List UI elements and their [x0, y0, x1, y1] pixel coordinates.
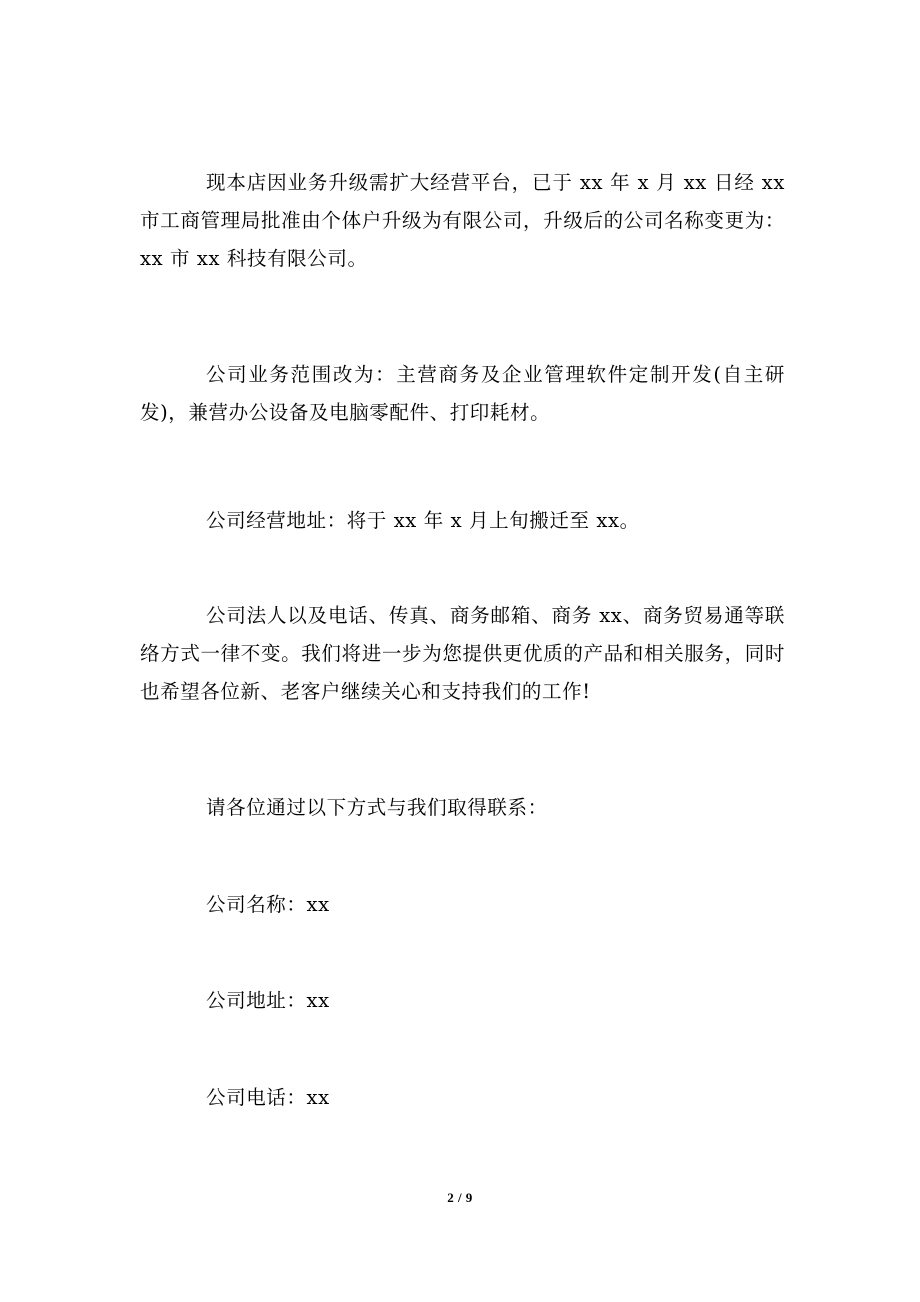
paragraph-upgrade-notice: 现本店因业务升级需扩大经营平台，已于 xx 年 x 月 xx 日经 xx 市工商管理局批准由个体户升级为有限公司，升级后的公司名称变更为：xx 市 xx 科技有限公司。 — [140, 171, 785, 270]
company-address-line: 公司地址：xx — [206, 989, 330, 1012]
company-name-line: 公司名称：xx — [206, 893, 330, 916]
paragraph-business-scope: 公司业务范围改为：主营商务及企业管理软件定制开发(自主研发)，兼营办公设备及电脑零配件、打印耗材。 — [140, 363, 785, 424]
paragraph-contact-unchanged: 公司法人以及电话、传真、商务邮箱、商务 xx、商务贸易通等联络方式一律不变。我们将进一步为您提供更优质的产品和相关服务，同时也希望各位新、老客户继续关心和支持我们的工作! — [140, 604, 785, 703]
paragraph-contact-intro: 请各位通过以下方式与我们取得联系： — [206, 796, 548, 819]
company-phone-line: 公司电话：xx — [206, 1086, 330, 1109]
paragraph-business-address: 公司经营地址：将于 xx 年 x 月上旬搬迁至 xx。 — [206, 509, 640, 532]
page-number: 2 / 9 — [447, 1190, 473, 1205]
